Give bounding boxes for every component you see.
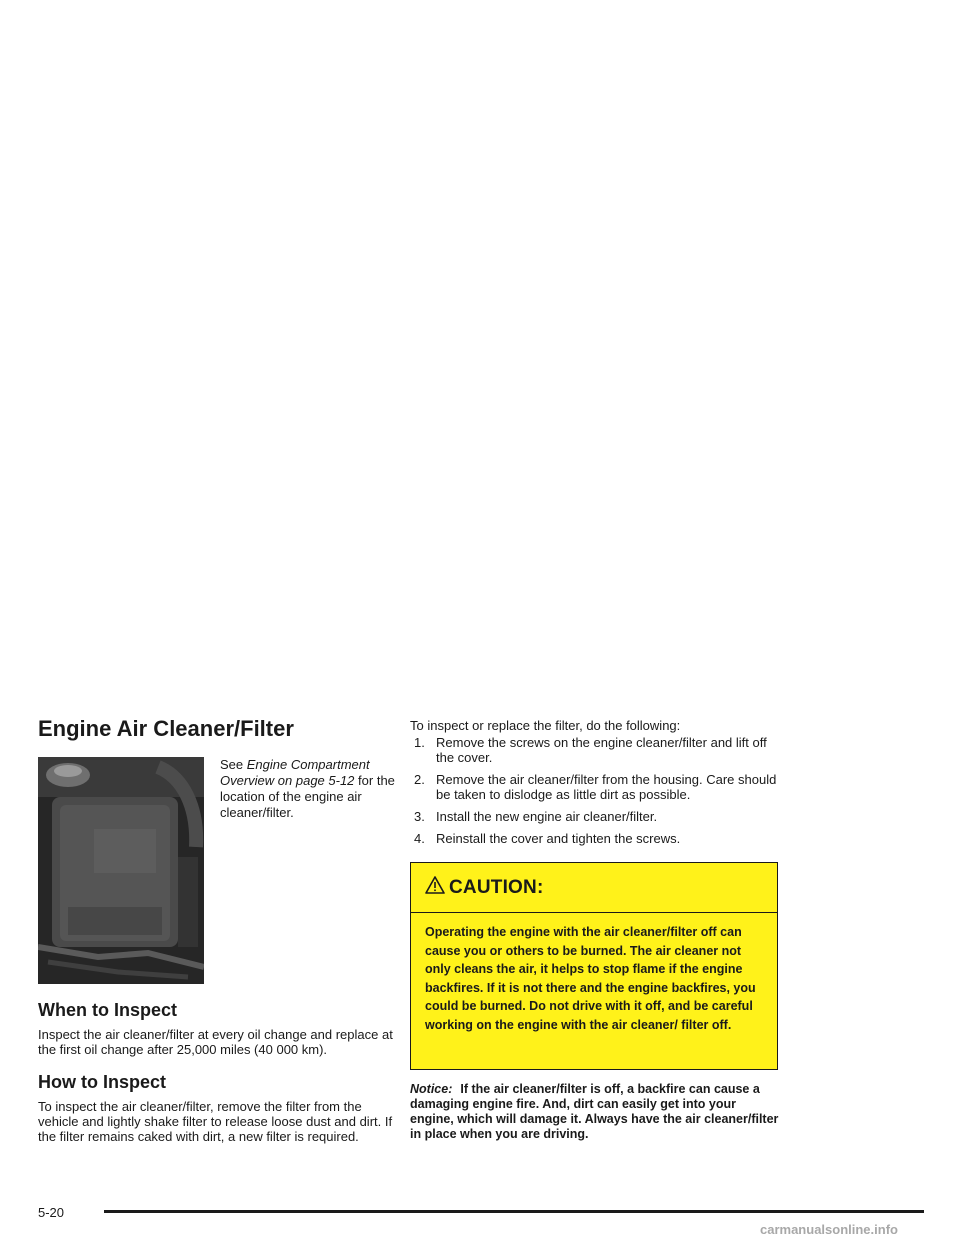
left-column xyxy=(38,716,396,1144)
step-text: Install the new engine air cleaner/filter. xyxy=(436,809,658,824)
step-number: 3. xyxy=(414,809,425,824)
see-suffix: for the location of the engine air cleaner/filter. xyxy=(220,773,395,820)
notice-paragraph xyxy=(410,1082,780,1142)
caution-header xyxy=(411,863,777,913)
when-to-inspect-text: Inspect the air cleaner/filter at every oil change and replace at the first oil change after 25,000 miles (40 000 km). xyxy=(38,1027,393,1057)
list-item xyxy=(410,772,782,802)
cross-reference-link[interactable]: Engine Compartment Overview on page 5-12 xyxy=(220,757,370,788)
engine-air-cleaner-photo xyxy=(38,757,204,984)
see-reference-text xyxy=(220,757,400,821)
engine-compartment-illustration xyxy=(38,757,204,984)
caution-label: CAUTION: xyxy=(449,876,544,898)
notice-label: Notice: xyxy=(410,1082,453,1096)
procedure-steps xyxy=(410,735,782,846)
figure-row xyxy=(38,757,396,985)
see-prefix: See xyxy=(220,757,244,772)
step-text: Remove the screws on the engine cleaner/filter and lift off the cover. xyxy=(436,735,767,765)
list-item xyxy=(410,831,782,846)
step-number: 2. xyxy=(414,772,425,787)
notice-text: If the air cleaner/filter is off, a backfire can cause a damaging engine fire. And, dirt can easily get into your engine, which will damage it. Always have the air cleaner/filter in place when you are driving. xyxy=(410,1082,779,1141)
right-column xyxy=(410,718,782,1142)
section-title: Engine Air Cleaner/Filter xyxy=(38,716,294,741)
footer-divider xyxy=(104,1210,924,1213)
list-item xyxy=(410,809,782,824)
how-to-inspect-text: To inspect the air cleaner/filter, remove the filter from the vehicle and lightly shake filter to release loose dust and dirt. If the filter remains caked with dirt, a new filter is required. xyxy=(38,1099,393,1144)
when-to-inspect-heading: When to Inspect xyxy=(38,1000,177,1020)
step-number: 4. xyxy=(414,831,425,846)
step-number: 1. xyxy=(414,735,425,750)
procedure-intro: To inspect or replace the filter, do the following: xyxy=(410,718,681,733)
how-to-inspect-section xyxy=(38,1071,396,1144)
how-to-inspect-heading: How to Inspect xyxy=(38,1072,167,1092)
when-to-inspect-section xyxy=(38,999,396,1057)
caution-box xyxy=(410,862,778,1070)
warning-triangle-icon xyxy=(425,875,445,895)
page-number: 5-20 xyxy=(38,1205,65,1220)
step-text: Reinstall the cover and tighten the screws. xyxy=(436,831,681,846)
step-text: Remove the air cleaner/filter from the housing. Care should be taken to dislodge as little dirt as possible. xyxy=(436,772,777,802)
list-item xyxy=(410,735,782,765)
watermark: carmanualsonline.info xyxy=(760,1222,898,1237)
caution-text: Operating the engine with the air cleaner/filter off can cause you or others to be burned. The air cleaner not only cleans the air, it helps to stop flame if the engine backfires. If it is not there and the engine backfires, you could be burned. Do not drive with it off, and be careful working on the engine with the air cleaner/ filter off. xyxy=(425,925,756,1032)
